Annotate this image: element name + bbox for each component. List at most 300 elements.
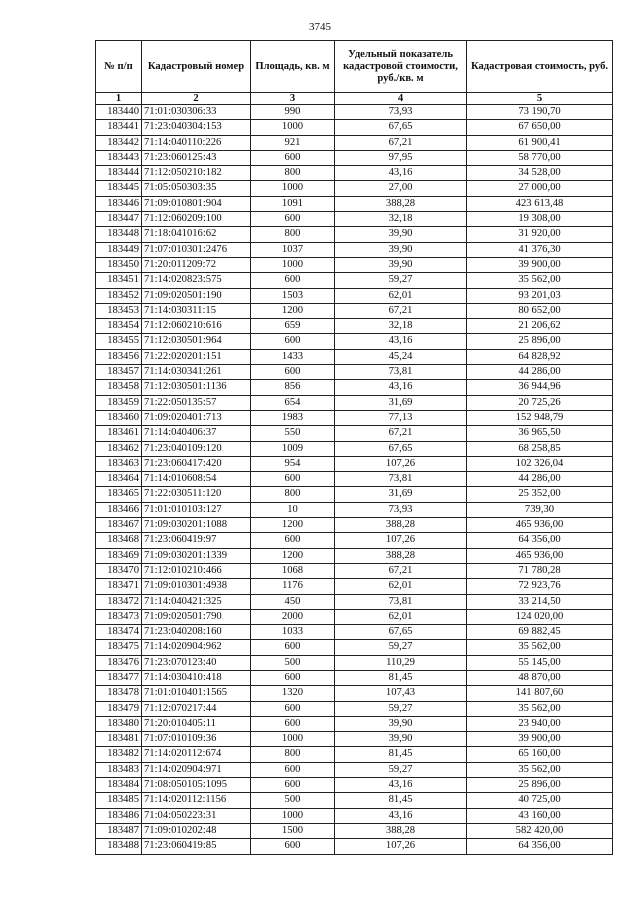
cell-row-number: 183450 bbox=[96, 257, 142, 272]
table-row bbox=[96, 410, 613, 425]
cell-cadastral-cost: 93 201,03 bbox=[467, 288, 613, 303]
cell-cadastral-cost: 25 896,00 bbox=[467, 334, 613, 349]
cell-area: 500 bbox=[251, 793, 335, 808]
cell-cadastral-cost: 36 944,96 bbox=[467, 380, 613, 395]
cell-cadastral-cost: 35 562,00 bbox=[467, 640, 613, 655]
cell-area: 600 bbox=[251, 212, 335, 227]
cell-specific-value: 67,65 bbox=[335, 441, 467, 456]
cell-cadastral-number: 71:20:011209:72 bbox=[142, 257, 251, 272]
cell-specific-value: 73,93 bbox=[335, 105, 467, 120]
cell-area: 1000 bbox=[251, 732, 335, 747]
column-number: 3 bbox=[251, 93, 335, 105]
cell-specific-value: 107,26 bbox=[335, 456, 467, 471]
table-body bbox=[96, 105, 613, 855]
cell-specific-value: 39,90 bbox=[335, 242, 467, 257]
cell-specific-value: 388,28 bbox=[335, 196, 467, 211]
cell-cadastral-cost: 19 308,00 bbox=[467, 212, 613, 227]
cell-area: 1091 bbox=[251, 196, 335, 211]
header-cadastral-number: Кадастровый номер bbox=[142, 41, 251, 93]
cell-specific-value: 62,01 bbox=[335, 288, 467, 303]
table-row bbox=[96, 135, 613, 150]
cell-row-number: 183461 bbox=[96, 426, 142, 441]
cell-specific-value: 77,13 bbox=[335, 410, 467, 425]
cell-cadastral-cost: 41 376,30 bbox=[467, 242, 613, 257]
column-number: 5 bbox=[467, 93, 613, 105]
cell-cadastral-cost: 40 725,00 bbox=[467, 793, 613, 808]
cell-specific-value: 388,28 bbox=[335, 548, 467, 563]
cell-area: 600 bbox=[251, 365, 335, 380]
cell-cadastral-number: 71:14:030410:418 bbox=[142, 670, 251, 685]
cell-cadastral-cost: 58 770,00 bbox=[467, 150, 613, 165]
cell-row-number: 183482 bbox=[96, 747, 142, 762]
cell-area: 600 bbox=[251, 472, 335, 487]
cell-area: 800 bbox=[251, 227, 335, 242]
cell-cadastral-number: 71:09:010202:48 bbox=[142, 823, 251, 838]
cell-cadastral-number: 71:14:030341:261 bbox=[142, 365, 251, 380]
cell-cadastral-cost: 39 900,00 bbox=[467, 732, 613, 747]
cell-cadastral-cost: 61 900,41 bbox=[467, 135, 613, 150]
table-row bbox=[96, 747, 613, 762]
table-row bbox=[96, 823, 613, 838]
cell-row-number: 183446 bbox=[96, 196, 142, 211]
cell-area: 1500 bbox=[251, 823, 335, 838]
cell-cadastral-number: 71:01:010103:127 bbox=[142, 502, 251, 517]
table-row bbox=[96, 839, 613, 854]
cell-specific-value: 62,01 bbox=[335, 579, 467, 594]
table-row bbox=[96, 670, 613, 685]
cell-cadastral-number: 71:14:020112:1156 bbox=[142, 793, 251, 808]
cell-row-number: 183471 bbox=[96, 579, 142, 594]
table-row bbox=[96, 472, 613, 487]
cell-specific-value: 67,65 bbox=[335, 625, 467, 640]
cell-row-number: 183466 bbox=[96, 502, 142, 517]
cell-cadastral-cost: 34 528,00 bbox=[467, 166, 613, 181]
cell-area: 1200 bbox=[251, 303, 335, 318]
cell-specific-value: 81,45 bbox=[335, 793, 467, 808]
cell-row-number: 183454 bbox=[96, 319, 142, 334]
cell-cadastral-number: 71:09:030201:1339 bbox=[142, 548, 251, 563]
cell-row-number: 183480 bbox=[96, 716, 142, 731]
cell-cadastral-cost: 72 923,76 bbox=[467, 579, 613, 594]
cell-specific-value: 73,93 bbox=[335, 502, 467, 517]
cell-row-number: 183474 bbox=[96, 625, 142, 640]
cell-row-number: 183481 bbox=[96, 732, 142, 747]
cell-specific-value: 73,81 bbox=[335, 472, 467, 487]
cell-cadastral-number: 71:18:041016:62 bbox=[142, 227, 251, 242]
cell-row-number: 183476 bbox=[96, 655, 142, 670]
cell-area: 856 bbox=[251, 380, 335, 395]
table-row bbox=[96, 380, 613, 395]
cell-area: 600 bbox=[251, 640, 335, 655]
cell-specific-value: 27,00 bbox=[335, 181, 467, 196]
cell-cadastral-cost: 71 780,28 bbox=[467, 563, 613, 578]
cell-row-number: 183447 bbox=[96, 212, 142, 227]
cell-row-number: 183472 bbox=[96, 594, 142, 609]
page-number: 3745 bbox=[309, 21, 331, 33]
cell-cadastral-number: 71:09:010301:4938 bbox=[142, 579, 251, 594]
table-row bbox=[96, 257, 613, 272]
cell-specific-value: 43,16 bbox=[335, 380, 467, 395]
cell-cadastral-cost: 465 936,00 bbox=[467, 548, 613, 563]
cell-area: 954 bbox=[251, 456, 335, 471]
cell-row-number: 183486 bbox=[96, 808, 142, 823]
cell-cadastral-number: 71:23:060417:420 bbox=[142, 456, 251, 471]
cell-specific-value: 97,95 bbox=[335, 150, 467, 165]
cell-row-number: 183440 bbox=[96, 105, 142, 120]
table-row bbox=[96, 166, 613, 181]
table-row bbox=[96, 456, 613, 471]
cell-specific-value: 107,26 bbox=[335, 839, 467, 854]
cell-cadastral-cost: 65 160,00 bbox=[467, 747, 613, 762]
cell-row-number: 183467 bbox=[96, 518, 142, 533]
cell-area: 1000 bbox=[251, 257, 335, 272]
cell-row-number: 183448 bbox=[96, 227, 142, 242]
cell-specific-value: 32,18 bbox=[335, 319, 467, 334]
cell-cadastral-number: 71:23:040109:120 bbox=[142, 441, 251, 456]
cell-cadastral-number: 71:23:060419:85 bbox=[142, 839, 251, 854]
table-row bbox=[96, 808, 613, 823]
cell-area: 1320 bbox=[251, 686, 335, 701]
cell-area: 600 bbox=[251, 273, 335, 288]
cell-cadastral-number: 71:12:010210:466 bbox=[142, 563, 251, 578]
cell-specific-value: 73,81 bbox=[335, 594, 467, 609]
cell-area: 1503 bbox=[251, 288, 335, 303]
cell-cadastral-number: 71:05:050303:35 bbox=[142, 181, 251, 196]
cell-specific-value: 43,16 bbox=[335, 166, 467, 181]
cell-specific-value: 107,26 bbox=[335, 533, 467, 548]
cell-cadastral-cost: 25 896,00 bbox=[467, 778, 613, 793]
cell-cadastral-number: 71:23:040208:160 bbox=[142, 625, 251, 640]
cell-cadastral-cost: 31 920,00 bbox=[467, 227, 613, 242]
cell-row-number: 183488 bbox=[96, 839, 142, 854]
cell-area: 600 bbox=[251, 778, 335, 793]
cell-cadastral-cost: 73 190,70 bbox=[467, 105, 613, 120]
cell-specific-value: 59,27 bbox=[335, 640, 467, 655]
cell-cadastral-number: 71:09:010801:904 bbox=[142, 196, 251, 211]
table-row bbox=[96, 150, 613, 165]
table-row bbox=[96, 701, 613, 716]
cell-specific-value: 81,45 bbox=[335, 747, 467, 762]
cell-row-number: 183475 bbox=[96, 640, 142, 655]
cell-specific-value: 59,27 bbox=[335, 762, 467, 777]
cell-cadastral-cost: 39 900,00 bbox=[467, 257, 613, 272]
cell-specific-value: 31,69 bbox=[335, 487, 467, 502]
table-row bbox=[96, 273, 613, 288]
table-row bbox=[96, 778, 613, 793]
cell-area: 990 bbox=[251, 105, 335, 120]
cell-cadastral-number: 71:22:030511:120 bbox=[142, 487, 251, 502]
cell-cadastral-number: 71:12:030501:1136 bbox=[142, 380, 251, 395]
table-row bbox=[96, 594, 613, 609]
cell-area: 1176 bbox=[251, 579, 335, 594]
cell-cadastral-number: 71:23:070123:40 bbox=[142, 655, 251, 670]
cell-area: 500 bbox=[251, 655, 335, 670]
header-specific-value: Удельный показатель кадастровой стоимости, руб./кв. м bbox=[335, 41, 467, 93]
cell-specific-value: 67,21 bbox=[335, 303, 467, 318]
cell-row-number: 183469 bbox=[96, 548, 142, 563]
cell-cadastral-number: 71:14:030311:15 bbox=[142, 303, 251, 318]
cell-cadastral-cost: 23 940,00 bbox=[467, 716, 613, 731]
cell-area: 600 bbox=[251, 533, 335, 548]
cell-row-number: 183445 bbox=[96, 181, 142, 196]
cell-area: 921 bbox=[251, 135, 335, 150]
cell-cadastral-number: 71:14:020112:674 bbox=[142, 747, 251, 762]
table-row bbox=[96, 426, 613, 441]
cell-row-number: 183487 bbox=[96, 823, 142, 838]
cell-specific-value: 388,28 bbox=[335, 518, 467, 533]
cell-cadastral-cost: 423 613,48 bbox=[467, 196, 613, 211]
table-row bbox=[96, 487, 613, 502]
header-row-number: № п/п bbox=[96, 41, 142, 93]
cell-specific-value: 67,65 bbox=[335, 120, 467, 135]
cell-area: 10 bbox=[251, 502, 335, 517]
table-header-row bbox=[96, 41, 613, 93]
cell-row-number: 183464 bbox=[96, 472, 142, 487]
cell-cadastral-cost: 64 356,00 bbox=[467, 839, 613, 854]
cell-area: 1200 bbox=[251, 518, 335, 533]
cell-cadastral-number: 71:14:020823:575 bbox=[142, 273, 251, 288]
table-row bbox=[96, 242, 613, 257]
cell-row-number: 183483 bbox=[96, 762, 142, 777]
table-row bbox=[96, 105, 613, 120]
cell-row-number: 183452 bbox=[96, 288, 142, 303]
column-number-row bbox=[96, 93, 613, 105]
cell-cadastral-cost: 44 286,00 bbox=[467, 472, 613, 487]
cell-row-number: 183468 bbox=[96, 533, 142, 548]
cell-area: 2000 bbox=[251, 609, 335, 624]
table-row bbox=[96, 303, 613, 318]
cell-specific-value: 39,90 bbox=[335, 732, 467, 747]
cell-cadastral-cost: 48 870,00 bbox=[467, 670, 613, 685]
cell-specific-value: 43,16 bbox=[335, 334, 467, 349]
cell-area: 1433 bbox=[251, 349, 335, 364]
cell-row-number: 183456 bbox=[96, 349, 142, 364]
cell-cadastral-number: 71:22:050135:57 bbox=[142, 395, 251, 410]
table-row bbox=[96, 212, 613, 227]
cell-cadastral-cost: 43 160,00 bbox=[467, 808, 613, 823]
cell-cadastral-cost: 20 725,26 bbox=[467, 395, 613, 410]
cell-row-number: 183460 bbox=[96, 410, 142, 425]
cell-specific-value: 43,16 bbox=[335, 778, 467, 793]
cell-area: 600 bbox=[251, 716, 335, 731]
cell-cadastral-number: 71:09:020501:190 bbox=[142, 288, 251, 303]
cell-specific-value: 107,43 bbox=[335, 686, 467, 701]
cell-cadastral-number: 71:08:050105:1095 bbox=[142, 778, 251, 793]
cell-area: 800 bbox=[251, 487, 335, 502]
cell-cadastral-cost: 44 286,00 bbox=[467, 365, 613, 380]
cell-area: 600 bbox=[251, 839, 335, 854]
cell-row-number: 183441 bbox=[96, 120, 142, 135]
cell-row-number: 183462 bbox=[96, 441, 142, 456]
cell-area: 600 bbox=[251, 701, 335, 716]
table-row bbox=[96, 640, 613, 655]
cell-specific-value: 67,21 bbox=[335, 426, 467, 441]
column-number: 2 bbox=[142, 93, 251, 105]
cell-cadastral-cost: 69 882,45 bbox=[467, 625, 613, 640]
cell-cadastral-number: 71:09:020401:713 bbox=[142, 410, 251, 425]
cell-cadastral-number: 71:23:040304:153 bbox=[142, 120, 251, 135]
table-row bbox=[96, 288, 613, 303]
cell-cadastral-number: 71:14:040406:37 bbox=[142, 426, 251, 441]
table-row bbox=[96, 762, 613, 777]
cell-area: 600 bbox=[251, 334, 335, 349]
cell-cadastral-number: 71:22:020201:151 bbox=[142, 349, 251, 364]
cell-cadastral-cost: 21 206,62 bbox=[467, 319, 613, 334]
cell-row-number: 183470 bbox=[96, 563, 142, 578]
cell-area: 1009 bbox=[251, 441, 335, 456]
cell-specific-value: 67,21 bbox=[335, 135, 467, 150]
cell-specific-value: 31,69 bbox=[335, 395, 467, 410]
cell-area: 800 bbox=[251, 166, 335, 181]
cell-cadastral-number: 71:12:030501:964 bbox=[142, 334, 251, 349]
cell-row-number: 183442 bbox=[96, 135, 142, 150]
cell-row-number: 183443 bbox=[96, 150, 142, 165]
cell-row-number: 183444 bbox=[96, 166, 142, 181]
cell-specific-value: 39,90 bbox=[335, 227, 467, 242]
table-row bbox=[96, 518, 613, 533]
column-number: 1 bbox=[96, 93, 142, 105]
cell-cadastral-number: 71:23:060419:97 bbox=[142, 533, 251, 548]
cell-cadastral-number: 71:12:060209:100 bbox=[142, 212, 251, 227]
cell-cadastral-number: 71:14:040421:325 bbox=[142, 594, 251, 609]
cell-cadastral-cost: 25 352,00 bbox=[467, 487, 613, 502]
cell-cadastral-number: 71:23:060125:43 bbox=[142, 150, 251, 165]
table-row bbox=[96, 563, 613, 578]
cell-row-number: 183484 bbox=[96, 778, 142, 793]
cell-row-number: 183451 bbox=[96, 273, 142, 288]
cell-area: 800 bbox=[251, 747, 335, 762]
cell-cadastral-cost: 67 650,00 bbox=[467, 120, 613, 135]
cell-cadastral-number: 71:14:020904:971 bbox=[142, 762, 251, 777]
cell-cadastral-number: 71:01:030306:33 bbox=[142, 105, 251, 120]
table-row bbox=[96, 502, 613, 517]
cell-cadastral-cost: 102 326,04 bbox=[467, 456, 613, 471]
cell-cadastral-cost: 35 562,00 bbox=[467, 762, 613, 777]
cell-specific-value: 110,29 bbox=[335, 655, 467, 670]
cell-cadastral-cost: 68 258,85 bbox=[467, 441, 613, 456]
cadastral-value-table bbox=[95, 40, 613, 855]
cell-row-number: 183457 bbox=[96, 365, 142, 380]
cell-area: 450 bbox=[251, 594, 335, 609]
cell-area: 1983 bbox=[251, 410, 335, 425]
cell-area: 659 bbox=[251, 319, 335, 334]
cell-row-number: 183449 bbox=[96, 242, 142, 257]
cell-specific-value: 388,28 bbox=[335, 823, 467, 838]
cell-specific-value: 32,18 bbox=[335, 212, 467, 227]
cell-area: 1068 bbox=[251, 563, 335, 578]
table-row bbox=[96, 533, 613, 548]
cell-cadastral-cost: 55 145,00 bbox=[467, 655, 613, 670]
cell-cadastral-cost: 64 356,00 bbox=[467, 533, 613, 548]
table-row bbox=[96, 365, 613, 380]
cell-specific-value: 81,45 bbox=[335, 670, 467, 685]
table-row bbox=[96, 625, 613, 640]
cell-specific-value: 67,21 bbox=[335, 563, 467, 578]
table-row bbox=[96, 181, 613, 196]
cell-cadastral-number: 71:14:040110:226 bbox=[142, 135, 251, 150]
cell-cadastral-cost: 739,30 bbox=[467, 502, 613, 517]
header-cadastral-cost: Кадастровая стоимость, руб. bbox=[467, 41, 613, 93]
table-row bbox=[96, 609, 613, 624]
cell-cadastral-cost: 35 562,00 bbox=[467, 701, 613, 716]
cell-row-number: 183478 bbox=[96, 686, 142, 701]
cell-specific-value: 59,27 bbox=[335, 273, 467, 288]
table-row bbox=[96, 716, 613, 731]
cell-area: 1000 bbox=[251, 808, 335, 823]
column-number: 4 bbox=[335, 93, 467, 105]
cell-cadastral-number: 71:20:010405:11 bbox=[142, 716, 251, 731]
cell-cadastral-cost: 27 000,00 bbox=[467, 181, 613, 196]
cell-cadastral-number: 71:09:020501:790 bbox=[142, 609, 251, 624]
cell-row-number: 183463 bbox=[96, 456, 142, 471]
cell-cadastral-number: 71:12:050210:182 bbox=[142, 166, 251, 181]
cell-cadastral-cost: 124 020,00 bbox=[467, 609, 613, 624]
cell-specific-value: 62,01 bbox=[335, 609, 467, 624]
table-row bbox=[96, 548, 613, 563]
cell-area: 550 bbox=[251, 426, 335, 441]
cell-specific-value: 39,90 bbox=[335, 716, 467, 731]
cell-cadastral-cost: 152 948,79 bbox=[467, 410, 613, 425]
cell-cadastral-cost: 141 807,60 bbox=[467, 686, 613, 701]
cell-cadastral-cost: 64 828,92 bbox=[467, 349, 613, 364]
table-row bbox=[96, 196, 613, 211]
cell-row-number: 183477 bbox=[96, 670, 142, 685]
cell-area: 600 bbox=[251, 762, 335, 777]
cell-row-number: 183455 bbox=[96, 334, 142, 349]
cell-cadastral-number: 71:12:070217:44 bbox=[142, 701, 251, 716]
cell-row-number: 183485 bbox=[96, 793, 142, 808]
cell-specific-value: 73,81 bbox=[335, 365, 467, 380]
cell-row-number: 183459 bbox=[96, 395, 142, 410]
table-row bbox=[96, 120, 613, 135]
cell-cadastral-cost: 35 562,00 bbox=[467, 273, 613, 288]
cell-cadastral-number: 71:12:060210:616 bbox=[142, 319, 251, 334]
cell-row-number: 183453 bbox=[96, 303, 142, 318]
cell-cadastral-cost: 36 965,50 bbox=[467, 426, 613, 441]
cell-row-number: 183473 bbox=[96, 609, 142, 624]
table-row bbox=[96, 319, 613, 334]
cell-cadastral-cost: 465 936,00 bbox=[467, 518, 613, 533]
cell-area: 600 bbox=[251, 150, 335, 165]
table-row bbox=[96, 227, 613, 242]
cell-cadastral-number: 71:07:010301:2476 bbox=[142, 242, 251, 257]
table-row bbox=[96, 395, 613, 410]
table-row bbox=[96, 655, 613, 670]
cell-cadastral-number: 71:09:030201:1088 bbox=[142, 518, 251, 533]
cell-area: 654 bbox=[251, 395, 335, 410]
table-row bbox=[96, 349, 613, 364]
table-row bbox=[96, 334, 613, 349]
cell-area: 1037 bbox=[251, 242, 335, 257]
cell-cadastral-number: 71:14:010608:54 bbox=[142, 472, 251, 487]
cell-cadastral-number: 71:04:050223:31 bbox=[142, 808, 251, 823]
cell-cadastral-cost: 33 214,50 bbox=[467, 594, 613, 609]
table-row bbox=[96, 441, 613, 456]
table-row bbox=[96, 686, 613, 701]
table-row bbox=[96, 793, 613, 808]
table-row bbox=[96, 732, 613, 747]
cell-cadastral-number: 71:01:010401:1565 bbox=[142, 686, 251, 701]
cell-cadastral-cost: 582 420,00 bbox=[467, 823, 613, 838]
cell-specific-value: 59,27 bbox=[335, 701, 467, 716]
cell-specific-value: 45,24 bbox=[335, 349, 467, 364]
cell-cadastral-cost: 80 652,00 bbox=[467, 303, 613, 318]
cell-area: 600 bbox=[251, 670, 335, 685]
cell-row-number: 183465 bbox=[96, 487, 142, 502]
cell-cadastral-number: 71:14:020904:962 bbox=[142, 640, 251, 655]
cell-area: 1200 bbox=[251, 548, 335, 563]
table-row bbox=[96, 579, 613, 594]
